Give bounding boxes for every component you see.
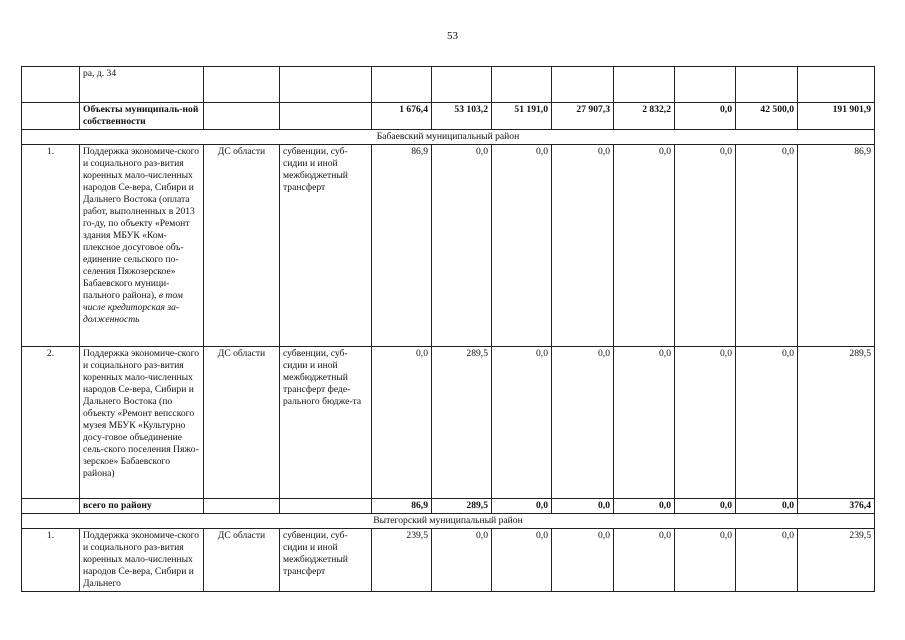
value-cell: 86,9 xyxy=(798,145,875,347)
value-cell: 51 191,0 xyxy=(492,103,552,130)
value-cell: 0,0 xyxy=(675,499,736,514)
value-cell: 239,5 xyxy=(372,529,432,592)
value-cell: 0,0 xyxy=(614,347,675,499)
value-cell: 0,0 xyxy=(736,145,798,347)
value-cell: 1 676,4 xyxy=(372,103,432,130)
value-cell: 0,0 xyxy=(492,347,552,499)
value-cell: 0,0 xyxy=(675,145,736,347)
value-cell: 86,9 xyxy=(372,145,432,347)
value-cell: 53 103,2 xyxy=(432,103,492,130)
value-cell: 42 500,0 xyxy=(736,103,798,130)
row-source: ДС области xyxy=(204,529,280,592)
value-cell: 0,0 xyxy=(492,529,552,592)
value-cell: 0,0 xyxy=(736,529,798,592)
value-cell: 86,9 xyxy=(372,499,432,514)
table-row-continuation xyxy=(22,67,875,103)
row-source: ДС области xyxy=(204,347,280,499)
row-index: 1. xyxy=(22,529,80,592)
table-row xyxy=(22,145,875,347)
value-cell: 0,0 xyxy=(736,347,798,499)
value-cell: 289,5 xyxy=(798,347,875,499)
value-cell: 289,5 xyxy=(432,347,492,499)
value-cell: 0,0 xyxy=(675,103,736,130)
value-cell: 0,0 xyxy=(736,499,798,514)
row-type: субвенции, суб-сидии и иной межбюджетный трансферт феде-рального бюдже-та xyxy=(280,347,372,499)
value-cell: 289,5 xyxy=(432,499,492,514)
value-cell: 0,0 xyxy=(614,529,675,592)
value-cell: 0,0 xyxy=(372,347,432,499)
row-description-italic: в том числе кредиторская за-долженность xyxy=(83,290,183,325)
value-cell: 239,5 xyxy=(798,529,875,592)
row-source: ДС области xyxy=(204,145,280,347)
value-cell: 0,0 xyxy=(552,529,614,592)
row-index: 2. xyxy=(22,347,80,499)
value-cell: 0,0 xyxy=(432,145,492,347)
row-description: Поддержка экономиче-ского и социального раз-вития коренных мало-численных народов Се-вера, Сибири и Дальнего xyxy=(80,529,204,592)
budget-table xyxy=(21,66,875,592)
row-description: Поддержка экономиче-ского и социального раз-вития коренных мало-численных народов Се-вера, Сибири и Дальнего Востока (по объекту «Ремонт вепсского музея МБУК «Культурно досу-говое объединение сель-ского поселения Пяжо-зерское» Бабаевского района) xyxy=(80,347,204,499)
row-type: субвенции, суб-сидии и иной межбюджетный трансферт xyxy=(280,529,372,592)
row-name: всего по району xyxy=(80,499,204,514)
row-name: ра, д. 34 xyxy=(80,67,204,103)
value-cell: 0,0 xyxy=(552,499,614,514)
row-index: 1. xyxy=(22,145,80,347)
row-description: Поддержка экономиче-ского и социального раз-вития коренных мало-численных народов Се-вера, Сибири и Дальнего Востока (оплата работ, выполненных в 2013 го-ду, по объекту «Ремонт здания МБУК «Ком-плексное досуговое объ-единение сельского по-селения Пяжозерское» Бабаевского муници-пального района), в том числе кредиторская за-долженность xyxy=(80,145,204,347)
value-cell: 0,0 xyxy=(492,499,552,514)
row-name: Объекты муниципаль-ной собственности xyxy=(80,103,204,130)
table-row xyxy=(22,347,875,499)
value-cell: 0,0 xyxy=(492,145,552,347)
value-cell: 2 832,2 xyxy=(614,103,675,130)
value-cell: 0,0 xyxy=(614,145,675,347)
value-cell: 0,0 xyxy=(432,529,492,592)
value-cell: 376,4 xyxy=(798,499,875,514)
table-row-district-total xyxy=(22,499,875,514)
district-title: Бабаевский муниципальный район xyxy=(22,130,875,145)
value-cell: 0,0 xyxy=(675,529,736,592)
section-header-row xyxy=(22,130,875,145)
value-cell: 0,0 xyxy=(614,499,675,514)
value-cell: 191 901,9 xyxy=(798,103,875,130)
table-row-total-objects xyxy=(22,103,875,130)
section-header-row xyxy=(22,514,875,529)
district-title: Вытегорский муниципальный район xyxy=(22,514,875,529)
page-number: 53 xyxy=(447,30,458,42)
row-type: субвенции, суб-сидии и иной межбюджетный трансферт xyxy=(280,145,372,347)
value-cell: 0,0 xyxy=(552,347,614,499)
table-row xyxy=(22,529,875,592)
value-cell: 0,0 xyxy=(675,347,736,499)
value-cell: 27 907,3 xyxy=(552,103,614,130)
value-cell: 0,0 xyxy=(552,145,614,347)
